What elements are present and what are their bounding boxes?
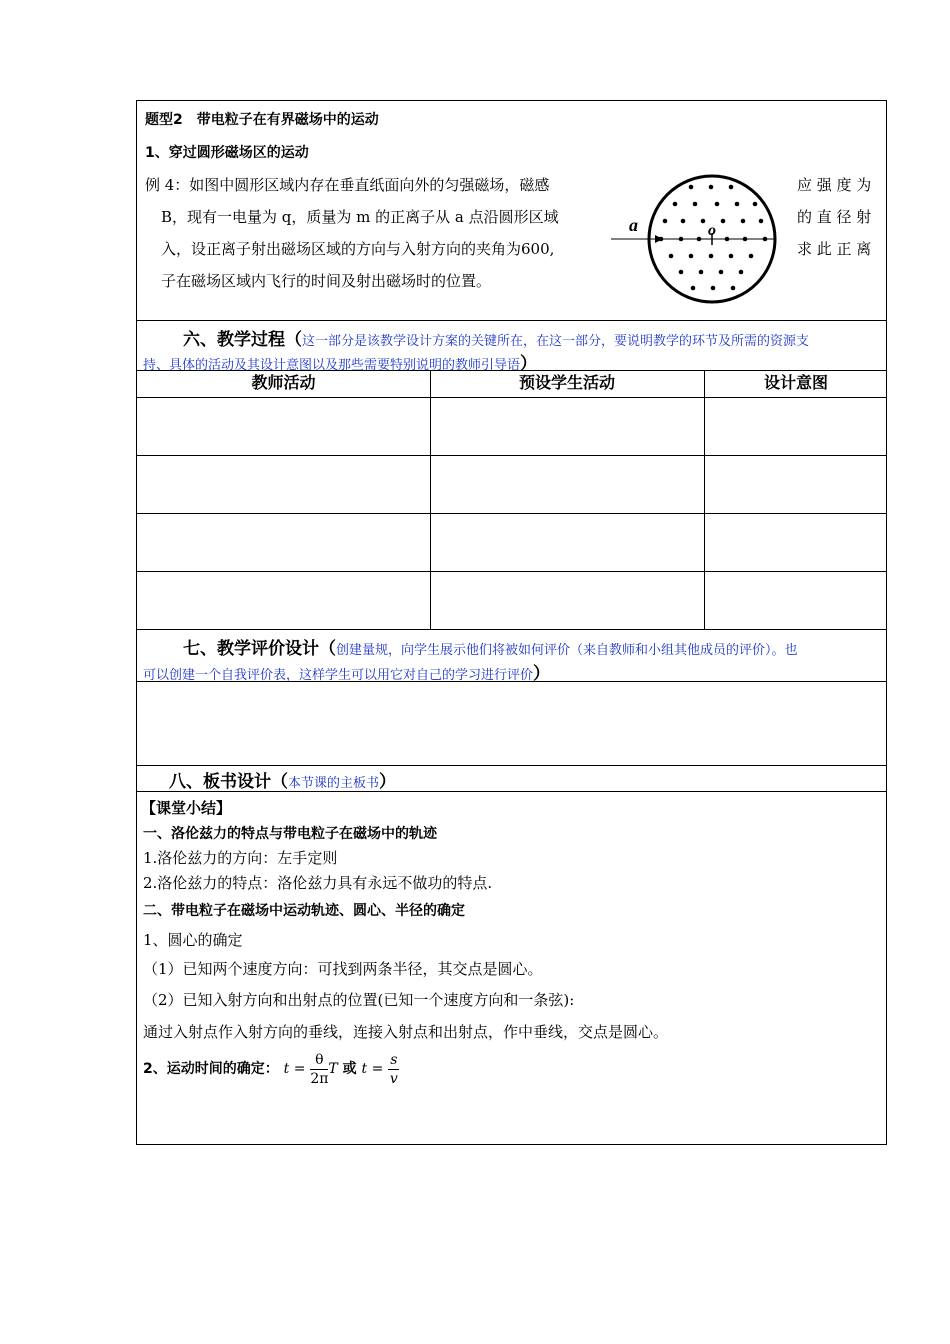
example-line-1: 例 4：如图中圆形区域内存在垂直纸面向外的匀强磁场，磁感 xyxy=(145,176,550,194)
formula-1-lhs: t = xyxy=(283,1061,306,1077)
summary-heading-1: 一、洛伦兹力的特点与带电粒子在磁场中的轨迹 xyxy=(143,826,437,842)
example-line-3-right: 求 此 正 离 xyxy=(797,240,872,258)
section7-note-1: 创建量规，向学生展示他们将被如何评价（来自教师和小组其他成员的评价）。也 xyxy=(336,643,798,658)
formula-1-rhs: T xyxy=(328,1061,338,1077)
formula-2-lhs: t = xyxy=(361,1061,384,1077)
divider xyxy=(137,397,886,398)
summary-point-3: 1、圆心的确定 xyxy=(143,931,243,949)
example-line-2-right: 的 直 径 射 xyxy=(797,208,872,226)
magnetic-field-figure xyxy=(605,171,785,305)
summary-point-2: 2.洛伦兹力的特点：洛伦兹力具有永远不做功的特点. xyxy=(143,874,493,892)
section8-note: 本节课的主板书 xyxy=(288,776,380,791)
summary-heading-3: 2、运动时间的确定： t = $\frac{\theta}{2\pi}$ T 或 t = $\frac{s}{v}$ xyxy=(143,1051,398,1087)
example-line-4: 子在磁场区域内飞行的时间及射出磁场时的位置。 xyxy=(161,272,492,290)
summary-point-4: （1）已知两个速度方向：可找到两条半径，其交点是圆心。 xyxy=(143,960,543,978)
col-teacher-activity: 教师活动 xyxy=(251,373,316,392)
section7-note-2: 可以创建一个自我评价表，这样学生可以用它对自己的学习进行评价 xyxy=(143,668,534,683)
table-header-row xyxy=(137,370,886,396)
divider xyxy=(137,791,886,792)
example-line-2: B，现有一电量为 q，质量为 m 的正离子从 a 点沿圆形区域 xyxy=(161,208,559,226)
section6-heading: 六、教学过程（这一部分是该教学设计方案的关键所在，在这一部分，要说明教学的环节及所需的资源支 xyxy=(183,330,810,350)
table-row xyxy=(137,629,886,630)
section-title: 题型2 带电粒子在有界磁场中的运动 xyxy=(145,112,379,128)
label-o: o xyxy=(708,222,716,239)
summary-point-5: （2）已知入射方向和出射点的位置(已知一个速度方向和一条弦): xyxy=(143,991,575,1009)
summary-heading-2: 二、带电粒子在磁场中运动轨迹、圆心、半径的确定 xyxy=(143,903,465,919)
section6-note-1: 这一部分是该教学设计方案的关键所在，在这一部分，要说明教学的环节及所需的资源支 xyxy=(302,334,810,349)
col-student-activity: 预设学生活动 xyxy=(518,373,615,392)
example-line-1-right: 应 强 度 为 xyxy=(797,176,872,194)
section7-heading: 七、教学评价设计（创建量规，向学生展示他们将被如何评价（来自教师和小组其他成员的评价）。也 xyxy=(183,639,798,659)
formula-2-fraction: $\frac{s}{v}$ xyxy=(389,1051,398,1087)
section6-note-line2: 持、具体的活动及其设计意图以及那些需要特别说明的教师引导语） xyxy=(143,354,538,374)
divider xyxy=(137,320,886,321)
summary-point-6: 通过入射点作入射方向的垂线，连接入射点和出射点，作中垂线，交点是圆心。 xyxy=(143,1023,669,1041)
section7-note-line2: 可以创建一个自我评价表，这样学生可以用它对自己的学习进行评价） xyxy=(143,664,551,684)
summary-title: 【课堂小结】 xyxy=(141,799,232,817)
document-table xyxy=(136,100,887,1145)
column-divider xyxy=(430,370,431,629)
col-design-intent: 设计意图 xyxy=(763,373,828,392)
formula-or: 或 xyxy=(342,1061,357,1077)
table-row xyxy=(137,571,886,572)
example-line-3: 入，设正离子射出磁场区域的方向与入射方向的夹角为600, xyxy=(161,240,555,258)
section8-heading: 八、板书设计（本节课的主板书） xyxy=(169,772,397,792)
section-subtitle: 1、穿过圆形磁场区的运动 xyxy=(145,145,309,161)
table-row xyxy=(137,455,886,456)
formula-1-fraction: $\frac{\theta}{2\pi}$ xyxy=(310,1051,329,1087)
table-row xyxy=(137,513,886,514)
divider xyxy=(137,765,886,766)
divider xyxy=(137,681,886,682)
label-a: a xyxy=(629,215,638,235)
summary-point-1: 1.洛伦兹力的方向：左手定则 xyxy=(143,849,338,867)
column-divider xyxy=(704,370,705,629)
section6-note-2: 持、具体的活动及其设计意图以及那些需要特别说明的教师引导语 xyxy=(143,358,521,373)
